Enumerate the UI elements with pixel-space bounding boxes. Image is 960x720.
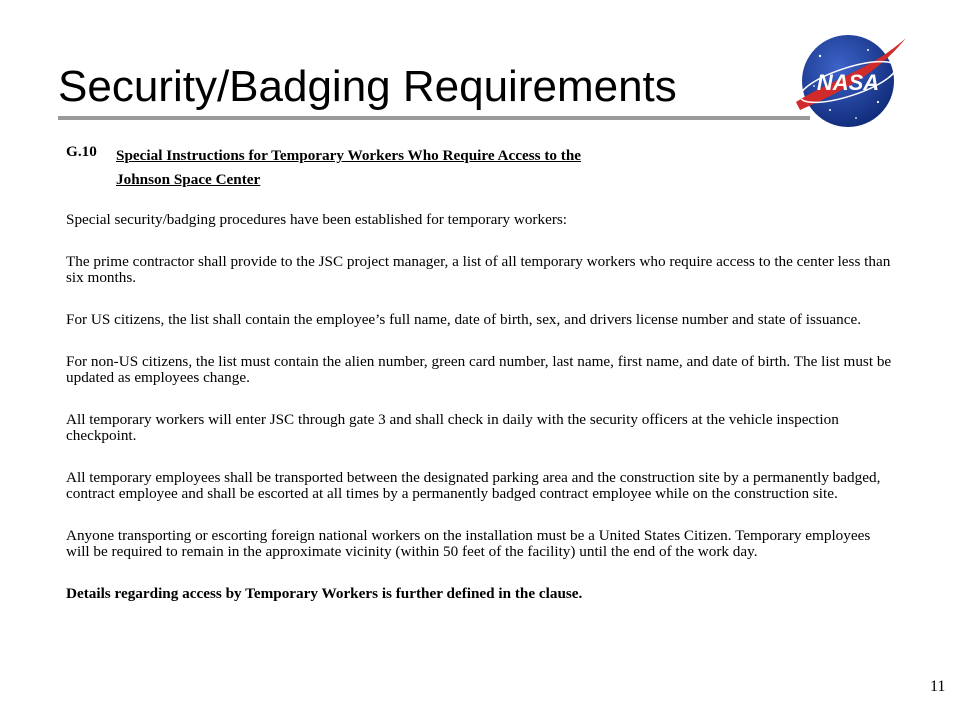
paragraph: All temporary employees shall be transported between the designated parking area and the construction site by a permanently badged, contract employee and shall be escorted at all times by a permanently badged contract employee while on the construction site. <box>66 469 881 502</box>
nasa-logo-text: NASA <box>816 70 880 95</box>
nasa-logo-icon <box>790 30 910 132</box>
paragraph: Anyone transporting or escorting foreign national workers on the installation must be a United States Citizen. Temporary employees will be required to remain in the approximate vicinity (within 50 feet of the facility) until the end of the work day. <box>66 527 871 560</box>
paragraph: For US citizens, the list shall contain the employee’s full name, date of birth, sex, and drivers license number and state of issuance. <box>66 311 862 328</box>
page-number: 11 <box>930 678 946 695</box>
paragraph: For non-US citizens, the list must contain the alien number, green card number, last name, first name, and date of birth. The list must be updated as employees change. <box>66 353 892 386</box>
slide-body <box>66 144 896 602</box>
clause-title <box>116 144 581 192</box>
paragraph: Special security/badging procedures have been established for temporary workers: <box>66 211 568 228</box>
title-underline-rule <box>58 116 810 120</box>
clause-title-line-1: Special Instructions for Temporary Workers Who Require Access to the <box>116 147 582 164</box>
paragraph: The prime contractor shall provide to the JSC project manager, a list of all temporary workers who require access to the center less than six months. <box>66 253 891 286</box>
clause-heading <box>66 144 896 192</box>
clause-number: G.10 <box>66 143 97 160</box>
slide-title: Security/Badging Requirements <box>58 62 677 111</box>
closing-note: Details regarding access by Temporary Workers is further defined in the clause. <box>66 585 583 602</box>
clause-title-line-2: Johnson Space Center <box>116 171 261 188</box>
paragraph: All temporary workers will enter JSC through gate 3 and shall check in daily with the security officers at the vehicle inspection checkpoint. <box>66 411 839 444</box>
